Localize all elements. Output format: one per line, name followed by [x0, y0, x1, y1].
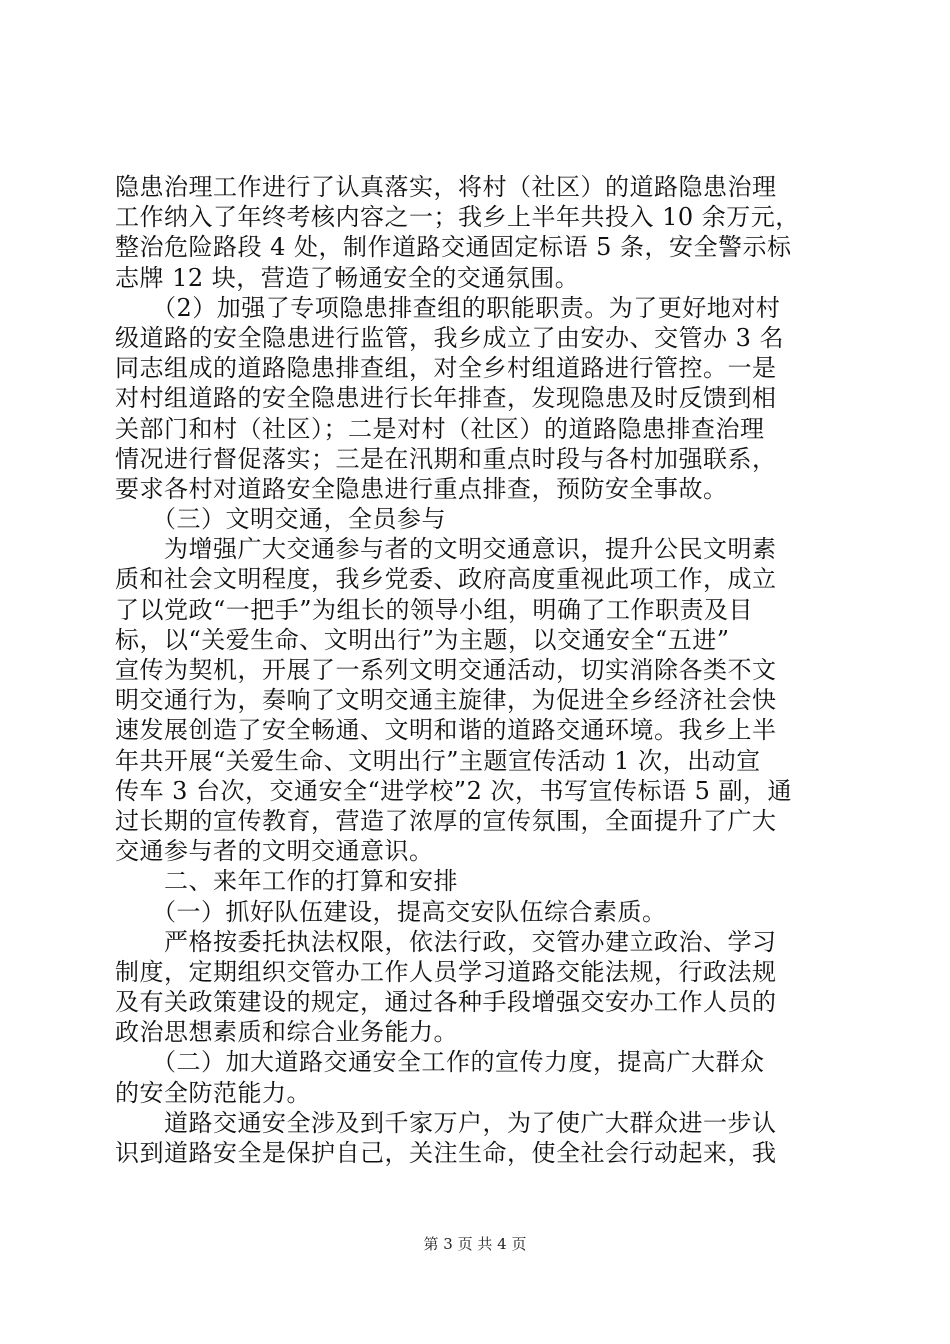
text-line: 情况进行督促落实；三是在汛期和重点时段与各村加强联系，: [115, 444, 777, 473]
text-line: 明交通行为，奏响了文明交通主旋律，为促进全乡经济社会快: [115, 686, 777, 715]
text-line: 宣传为契机，开展了一系列文明交通活动，切实消除各类不文: [115, 656, 777, 684]
section-heading: （二）加大道路交通安全工作的宣传力度，提高广大群众: [115, 1048, 765, 1077]
section-heading: （三）文明交通，全员参与: [115, 505, 446, 534]
section-heading: 二、来年工作的打算和安排: [115, 867, 458, 896]
text-line: 同志组成的道路隐患排查组，对全乡村组道路进行管控。一是: [115, 354, 777, 383]
text-line: 及有关政策建设的规定，通过各种手段增强交安办工作人员的: [115, 988, 777, 1017]
text-line: （2）加强了专项隐患排查组的职能职责。为了更好地对村: [115, 293, 781, 322]
text-line: 过长期的宣传教育，营造了浓厚的宣传氛围，全面提升了广大: [115, 806, 777, 835]
document-body: [115, 172, 835, 1168]
text-line: 为增强广大交通参与者的文明交通意识，提升公民文明素: [115, 535, 777, 564]
text-line: 传车 3 台次，交通安全“进学校”2 次，书写宣传标语 5 副，通: [115, 776, 792, 805]
text-line: 年共开展“关爱生命、文明出行”主题宣传活动 1 次，出动宣: [115, 746, 761, 775]
text-line: 严格按委托执法权限，依法行政，交管办建立政治、学习: [115, 927, 777, 956]
text-line: 志牌 12 块，营造了畅通安全的交通氛围。: [115, 263, 580, 292]
text-line: 的安全防范能力。: [115, 1078, 311, 1107]
text-line: 级道路的安全隐患进行监管，我乡成立了由安办、交管办 3 名: [115, 323, 785, 352]
text-line: 工作纳入了年终考核内容之一；我乡上半年共投入 10 余万元，: [115, 203, 800, 232]
page-number-footer: 第 3 页 共 4 页: [423, 1235, 527, 1253]
text-line: 标，以“关爱生命、文明出行”为主题，以交通安全“五进”: [115, 625, 730, 654]
text-line: 识到道路安全是保护自己，关注生命，使全社会行动起来，我: [115, 1139, 777, 1167]
text-line: 速发展创造了安全畅通、文明和谐的道路交通环境。我乡上半: [115, 716, 777, 745]
text-line: 质和社会文明程度，我乡党委、政府高度重视此项工作，成立: [115, 565, 777, 594]
section-heading: （一）抓好队伍建设，提高交安队伍综合素质。: [115, 897, 667, 926]
text-line: 关部门和村（社区）；二是对村（社区）的道路隐患排查治理: [115, 414, 765, 443]
text-line: 隐患治理工作进行了认真落实，将村（社区）的道路隐患治理: [115, 173, 777, 201]
text-line: 对村组道路的安全隐患进行长年排查，发现隐患及时反馈到相: [115, 384, 777, 413]
text-line: 道路交通安全涉及到千家万户，为了使广大群众进一步认: [115, 1108, 777, 1137]
text-line: 制度，定期组织交管办工作人员学习道路交能法规，行政法规: [115, 957, 777, 986]
text-line: 整治危险路段 4 处，制作道路交通固定标语 5 条，安全警示标: [115, 233, 792, 262]
text-line: 交通参与者的文明交通意识。: [115, 837, 434, 866]
text-line: 政治思想素质和综合业务能力。: [115, 1018, 458, 1047]
text-line: 了以党政“一把手”为组长的领导小组，明确了工作职责及目: [115, 595, 754, 624]
text-line: 要求各村对道路安全隐患进行重点排查，预防安全事故。: [115, 474, 728, 503]
